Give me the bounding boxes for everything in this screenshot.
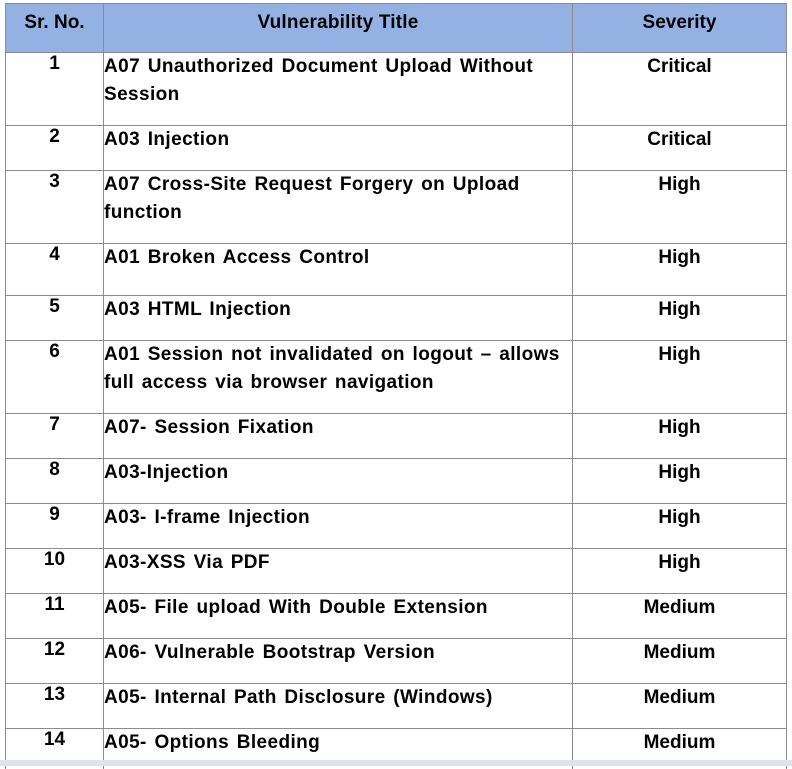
row-severity: High [573, 341, 787, 414]
table-header [6, 4, 787, 53]
table-row [6, 684, 787, 729]
table-row [6, 594, 787, 639]
row-vulnerability-title: A05- Options Bleeding [104, 729, 573, 769]
table-row [6, 171, 787, 244]
row-severity: Medium [573, 684, 787, 729]
row-severity: Medium [573, 729, 787, 769]
row-severity: High [573, 414, 787, 459]
table-row [6, 53, 787, 126]
row-vulnerability-title: A03 Injection [104, 126, 573, 171]
row-vulnerability-title: A03-Injection [104, 459, 573, 504]
row-severity: Medium [573, 639, 787, 684]
header-row [6, 4, 787, 53]
row-severity: High [573, 549, 787, 594]
vulnerability-table [5, 3, 787, 769]
table-row [6, 504, 787, 549]
row-vulnerability-title: A03 HTML Injection [104, 296, 573, 341]
row-sr-no: 12 [6, 639, 104, 684]
row-severity: Critical [573, 126, 787, 171]
row-vulnerability-title: A01 Broken Access Control [104, 244, 573, 296]
row-vulnerability-title: A07- Session Fixation [104, 414, 573, 459]
row-severity: High [573, 171, 787, 244]
row-severity: High [573, 296, 787, 341]
row-severity: High [573, 459, 787, 504]
row-severity: High [573, 504, 787, 549]
row-vulnerability-title: A05- Internal Path Disclosure (Windows) [104, 684, 573, 729]
table-row [6, 126, 787, 171]
header-severity: Severity [573, 4, 787, 53]
table-row [6, 341, 787, 414]
row-sr-no: 10 [6, 549, 104, 594]
row-sr-no: 2 [6, 126, 104, 171]
row-sr-no: 11 [6, 594, 104, 639]
row-vulnerability-title: A06- Vulnerable Bootstrap Version [104, 639, 573, 684]
table-row [6, 414, 787, 459]
table-row [6, 549, 787, 594]
row-sr-no: 7 [6, 414, 104, 459]
row-vulnerability-title: A05- File upload With Double Extension [104, 594, 573, 639]
row-sr-no: 3 [6, 171, 104, 244]
row-sr-no: 14 [6, 729, 104, 769]
row-vulnerability-title: A03-XSS Via PDF [104, 549, 573, 594]
row-vulnerability-title: A07 Unauthorized Document Upload Without Session [104, 53, 573, 126]
row-sr-no: 6 [6, 341, 104, 414]
row-sr-no: 9 [6, 504, 104, 549]
row-sr-no: 4 [6, 244, 104, 296]
row-sr-no: 1 [6, 53, 104, 126]
row-vulnerability-title: A01 Session not invalidated on logout – allows full access via browser navigation [104, 341, 573, 414]
row-severity: High [573, 244, 787, 296]
header-vulnerability-title: Vulnerability Title [104, 4, 573, 53]
table-row [6, 639, 787, 684]
row-severity: Medium [573, 594, 787, 639]
row-vulnerability-title: A03- I-frame Injection [104, 504, 573, 549]
table-row [6, 459, 787, 504]
row-vulnerability-title: A07 Cross-Site Request Forgery on Upload function [104, 171, 573, 244]
row-severity: Critical [573, 53, 787, 126]
table-row [6, 296, 787, 341]
row-sr-no: 13 [6, 684, 104, 729]
row-sr-no: 8 [6, 459, 104, 504]
header-sr-no: Sr. No. [6, 4, 104, 53]
bottom-edge-strip [0, 760, 792, 766]
table-body [6, 53, 787, 769]
row-sr-no: 5 [6, 296, 104, 341]
table-row [6, 244, 787, 296]
